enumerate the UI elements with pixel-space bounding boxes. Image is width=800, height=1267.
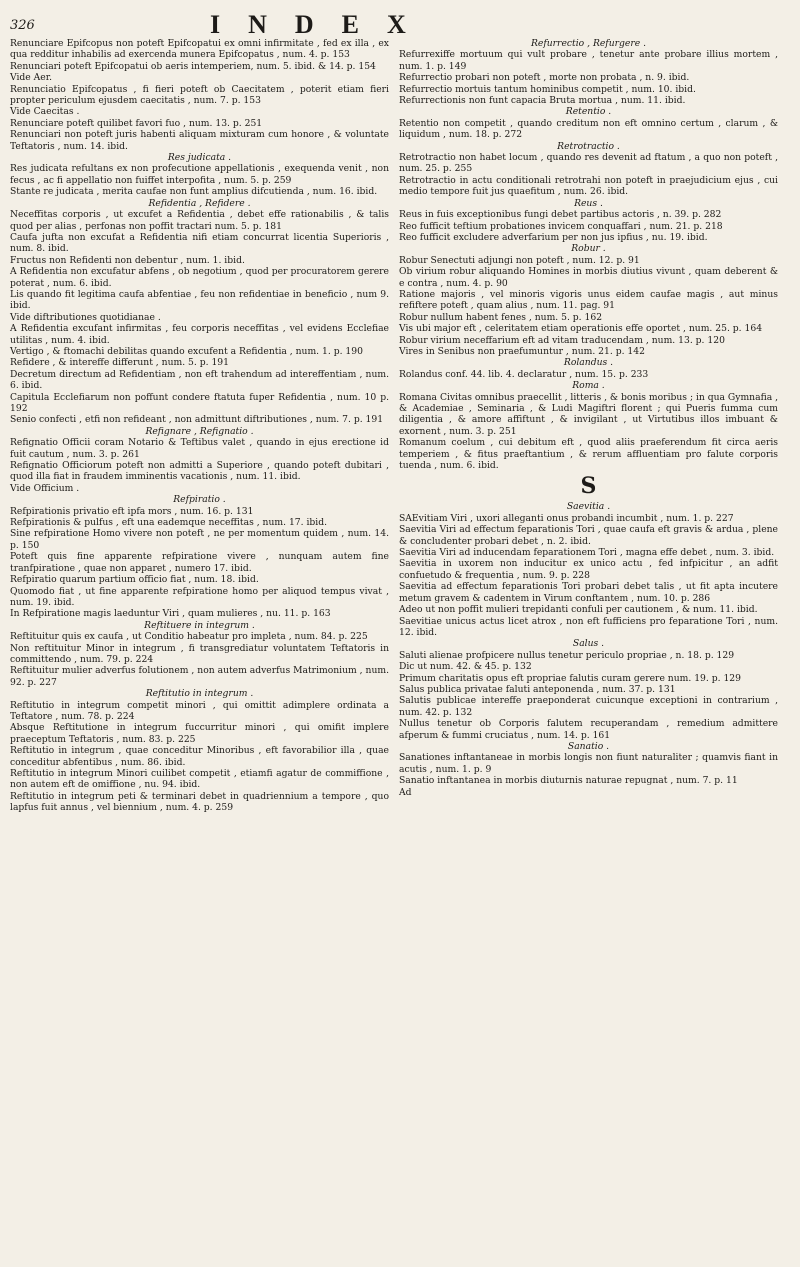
index-entry: Primum charitatis opus eft propriae falutis curam gerere num. 19. p. 129 (399, 672, 741, 684)
index-entry: A Refidentia excufant infirmitas , feu corporis neceffitas , vel evidens Ecclefiae utilitas , num. 4. ibid. (10, 323, 389, 346)
index-entry: Romana Civitas omnibus praecellit , litteris , & bonis moribus ; in qua Gymnafia , & Academiae , Seminaria , & Ludi Magiftri florent ; qui Pueris fumma cum diligentia , & amore affiftunt , & invigilant , ut Virtutibus illos imbuant & exornent , num. 3. p. 251 (399, 391, 779, 437)
index-entry: Saevitia Viri ad inducendam feparationem Tori , magna effe debet , num. 3. ibid. (399, 547, 775, 559)
index-entry: Adeo ut non poffit mulieri trepidanti confuli per cautionem , & num. 11. ibid. (399, 604, 758, 616)
index-entry: Capitula Ecclefiarum non poffunt condere ftatuta fuper Refidentia , num. 10 p. 192 (10, 391, 389, 414)
index-entry: In Refpiratione magis laeduntur Viri , quam mulieres , nu. 11. p. 163 (10, 608, 331, 620)
index-entry: Renunciari non poteft juris habenti aliquam mixturam cum honore , & voluntate Teftatoris , num. 14. ibid. (10, 129, 389, 152)
left-column (10, 38, 389, 814)
index-entry: Vide Caecitas . (10, 106, 80, 118)
index-entry: Refurrectionis non funt capacia Bruta mortua , num. 11. ibid. (399, 95, 686, 107)
index-heading: Refidentia , Refidere . (148, 197, 251, 209)
index-entry: Sine refpiratione Homo vivere non poteft , ne per momentum quidem , num. 14. p. 150 (10, 528, 389, 551)
index-entry: Vide Officium . (10, 482, 80, 494)
index-heading: Rolandus . (563, 357, 614, 369)
index-entry: Vires in Senibus non praefumuntur , num. 21. p. 142 (399, 345, 645, 357)
index-entry: Reus in fuis exceptionibus fungi debet partibus actoris , n. 39. p. 282 (399, 209, 722, 221)
section-letter: S (580, 473, 597, 500)
index-heading: Reus . (574, 197, 603, 209)
page-number: 326 (10, 18, 35, 33)
index-entry: Quomodo fiat , ut fine apparente refpiratione homo per aliquod tempus vivat , num. 19. ibid. (10, 585, 389, 608)
right-column (399, 38, 778, 814)
index-entry: Reo fufficit excludere adverfarium per non jus ipfius , nu. 19. ibid. (399, 231, 708, 243)
index-entry: Vide Aer. (10, 72, 53, 84)
index-entry: Salutis publicae intereffe praeponderat cuicunque exceptioni in contrarium , num. 42. p. 132 (399, 695, 778, 718)
index-heading: Sanatio . (567, 740, 610, 752)
index-entry: Absque Reftitutione in integrum fuccurritur minori , qui omifit implere praeceptum Teftatoris , num. 83. p. 225 (10, 722, 389, 745)
index-entry: Refidere , & intereffe differunt , num. 5. p. 191 (10, 357, 229, 369)
page-header (10, 10, 778, 38)
index-entry: Fructus non Refidenti non debentur , num. 1. ibid. (10, 254, 245, 266)
index-heading: Retrotractio . (557, 140, 620, 152)
index-entry: Rolandus conf. 44. lib. 4. declaratur , num. 15. p. 233 (399, 368, 649, 380)
index-heading: Robur . (571, 243, 606, 255)
index-entry: Reftitutio in integrum , quae conceditur Minoribus , eft favorabilior illa , quae conceditur abfentibus , num. 86. ibid. (10, 745, 389, 768)
index-entry: Saluti alienae profpicere nullus tenetur periculo propriae , n. 18. p. 129 (399, 649, 735, 661)
index-entry: Ratione majoris , vel minoris vigoris unus eidem caufae magis , aut minus refiftere poteft , quam alius , num. 11. pag. 91 (399, 288, 778, 312)
index-entry: Reftitutio in integrum competit minori , qui omittit adimplere ordinata a Teftatore , num. 78. p. 224 (10, 699, 389, 722)
index-entry: Vertigo , & ftomachi debilitas quando excufent a Refidentia , num. 1. p. 190 (10, 345, 363, 357)
index-entry: A Refidentia non excufatur abfens , ob negotium , quod per procuratorem gerere poterat , num. 6. ibid. (10, 266, 389, 289)
index-entry: Senio confecti , etfi non refideant , non admittunt diftributiones , num. 7. p. 191 (10, 414, 384, 426)
index-heading: Refpiratio . (173, 494, 226, 506)
index-entry: Refurrectio mortuis tantum hominibus competit , num. 10. ibid. (399, 83, 696, 95)
index-entry: Reo fufficit teftium probationes invicem conquaffari , num. 21. p. 218 (399, 220, 723, 232)
index-entry: Salus publica privatae faluti anteponenda , num. 37. p. 131 (399, 683, 676, 695)
index-entry: Retrotractio non habet locum , quando res devenit ad ftatum , a quo non poteft , num. 25. p. 255 (399, 152, 778, 175)
index-entry: Retentio non competit , quando creditum non eft omnino certum , clarum , & liquidum , num. 18. p. 272 (399, 117, 778, 141)
index-entry: Stante re judicata , merita caufae non funt amplius difcutienda , num. 16. ibid. (10, 186, 378, 198)
index-entry: Reftituitur quis ex caufa , ut Conditio habeatur pro impleta , num. 84. p. 225 (10, 631, 368, 643)
index-heading: Retentio . (565, 106, 612, 118)
index-entry: Non reftituitur Minor in integrum , fi transgrediatur voluntatem Teftatoris in committendo , num. 79. p. 224 (10, 642, 389, 665)
index-heading: Refurrectio , Refurgere . (530, 38, 646, 49)
index-entry: Robur virium neceffarium eft ad vitam traducendam , num. 13. p. 120 (399, 334, 725, 346)
index-heading: Refignare , Refignatio . (145, 425, 254, 437)
index-entry: Sanatio inftantanea in morbis diuturnis naturae repugnat , num. 7. p. 11 (399, 775, 738, 787)
index-heading: Reftitutio in integrum . (145, 688, 254, 700)
index-entry: Refignatio Officii coram Notario & Teftibus valet , quando in ejus erectione id fuit cautum , num. 3. p. 261 (10, 437, 389, 460)
index-entry: Refurrectio probari non poteft , morte non probata , n. 9. ibid. (399, 72, 690, 84)
index-entry: Romanum coelum , cui debitum eft , quod aliis praeferendum fit circa aeris temperiem , & fitus praeftantium , & rerum affluentiam pro falute corporis tuenda , num. 6. ibid. (399, 437, 778, 472)
index-entry: Robur Senectuti adjungi non poteft , num. 12. p. 91 (399, 254, 640, 266)
index-entry: Nullus tenetur ob Corporis falutem recuperandam , remedium admittere afperum & fummi cruciatus , num. 14. p. 161 (399, 718, 778, 741)
index-entry: Reftitutio in integrum peti & terminari debet in quadriennium a tempore , quo lapfus fuit annus , vel biennium , num. 4. p. 259 (10, 790, 389, 814)
index-entry: Ob virium robur aliquando Homines in morbis diutius vivunt , quam deberent & e contra , num. 4. p. 90 (399, 266, 778, 289)
index-entry: Renunciare Epifcopus non poteft Epifcopatui ex omni infirmitate , fed ex illa , ex qua redditur inhabilis ad exercenda munera Epifcopatus , num. 4. p. 153 (10, 38, 389, 61)
index-entry: Refpirationis privatio eft ipfa mors , num. 16. p. 131 (10, 505, 254, 517)
page-title: INDEX (210, 10, 434, 39)
index-entry: Saevitia in uxorem non inducitur ex unico actu , fed infpicitur , an adfit confuetudo & frequentia , num. 9. p. 228 (399, 558, 778, 581)
index-entry: Refurrexiffe mortuum qui vult probare , tenetur ante probare illius mortem , num. 1. p. 149 (399, 49, 778, 72)
index-entry: Renunciatio Epifcopatus , fi fieri poteft ob Caecitatem , poterit etiam fieri propter periculum ejusdem caecitatis , num. 7. p. 153 (10, 83, 389, 107)
index-entry: Refpirationis & pulfus , eft una eademque neceffitas , num. 17. ibid. (10, 517, 328, 529)
index-entry: SAEvitiam Viri , uxori alleganti onus probandi incumbit , num. 1. p. 227 (399, 512, 734, 524)
index-entry: Retrotractio in actu conditionali retrotrahi non poteft in praejudicium ejus , cui medio tempore fuit jus quaefitum , num. 26. ibid. (399, 174, 778, 198)
index-entry: Res judicata refultans ex non profecutione appellationis , exequenda venit , non fecus , ac fi appellatio non fuiffet interpofita , num. 5. p. 259 (10, 163, 389, 186)
index-entry: Renunciari poteft Epifcopatui ob aeris intemperiem, num. 5. ibid. & 14. p. 154 (10, 60, 376, 72)
index-entry: Caufa jufta non excufat a Refidentia nifi etiam concurrat licentia Superioris , num. 8. ibid. (10, 231, 389, 255)
index-entry: Refignatio Officiorum poteft non admitti a Superiore , quando poteft dubitari , quod illa fiat in fraudem imminentis vacationis , num. 11. ibid. (10, 460, 389, 483)
index-entry: Decretum directum ad Refidentiam , non eft trahendum ad intereffentiam , num. 6. ibid. (10, 368, 389, 392)
index-entry: Dic ut num. 42. & 45. p. 132 (399, 661, 532, 673)
index-entry: Vis ubi major eft , celeritatem etiam operationis effe oportet , num. 25. p. 164 (399, 323, 763, 335)
index-entry: Renunciare poteft quilibet favori fuo , num. 13. p. 251 (10, 117, 263, 129)
index-entry: Reftitutio in integrum Minori cuilibet competit , etiamfi agatur de commiffione , non autem eft de omiffione , nu. 94. ibid. (10, 768, 389, 791)
index-entry: Saevitia ad effectum feparationis Tori probari debet talis , ut fit apta incutere metum gravem & cadentem in Virum conftantem , num. 10. p. 286 (399, 581, 778, 604)
index-entry: Refpiratio quarum partium officio fiat , num. 18. ibid. (10, 574, 259, 586)
index-entry: Ad (399, 786, 412, 798)
index-heading: Roma . (572, 380, 605, 392)
index-heading: Saevitia . (566, 501, 611, 513)
index-entry: Reftituitur mulier adverfus folutionem , non autem adverfus Matrimonium , num. 92. p. 227 (10, 665, 389, 688)
index-heading: Reftituere in integrum . (144, 619, 255, 631)
index-entry: Sanationes inftantaneae in morbis longis non fiunt naturaliter ; quamvis fiant in acutis , num. 1. p. 9 (399, 752, 778, 775)
index-entry: Saevitia Viri ad effectum feparationis Tori , quae caufa eft gravis & ardua , plene & concludenter probari debet , n. 2. ibid. (399, 524, 778, 547)
index-entry: Neceffitas corporis , ut excufet a Refidentia , debet effe rationabilis , & talis quod per alias , perfonas non poffit tractari num. 5. p. 181 (10, 209, 389, 232)
index-entry: Vide diftributiones quotidianae . (10, 311, 161, 323)
index-heading: Res judicata . (167, 152, 232, 164)
index-entry: Robur nullum habent fenes , num. 5. p. 162 (399, 311, 603, 323)
index-entry: Poteft quis fine apparente refpiratione vivere , nunquam autem fine tranfpiratione , quae non apparet , numero 17. ibid. (10, 551, 389, 574)
index-entry: Saevitiae unicus actus licet atrox , non eft fufficiens pro feparatione Tori , num. 12. ibid. (399, 615, 778, 638)
index-heading: Salus . (572, 638, 605, 650)
index-entry: Lis quando fit legitima caufa abfentiae , feu non refidentiae in beneficio , num 9. ibid. (10, 288, 389, 312)
